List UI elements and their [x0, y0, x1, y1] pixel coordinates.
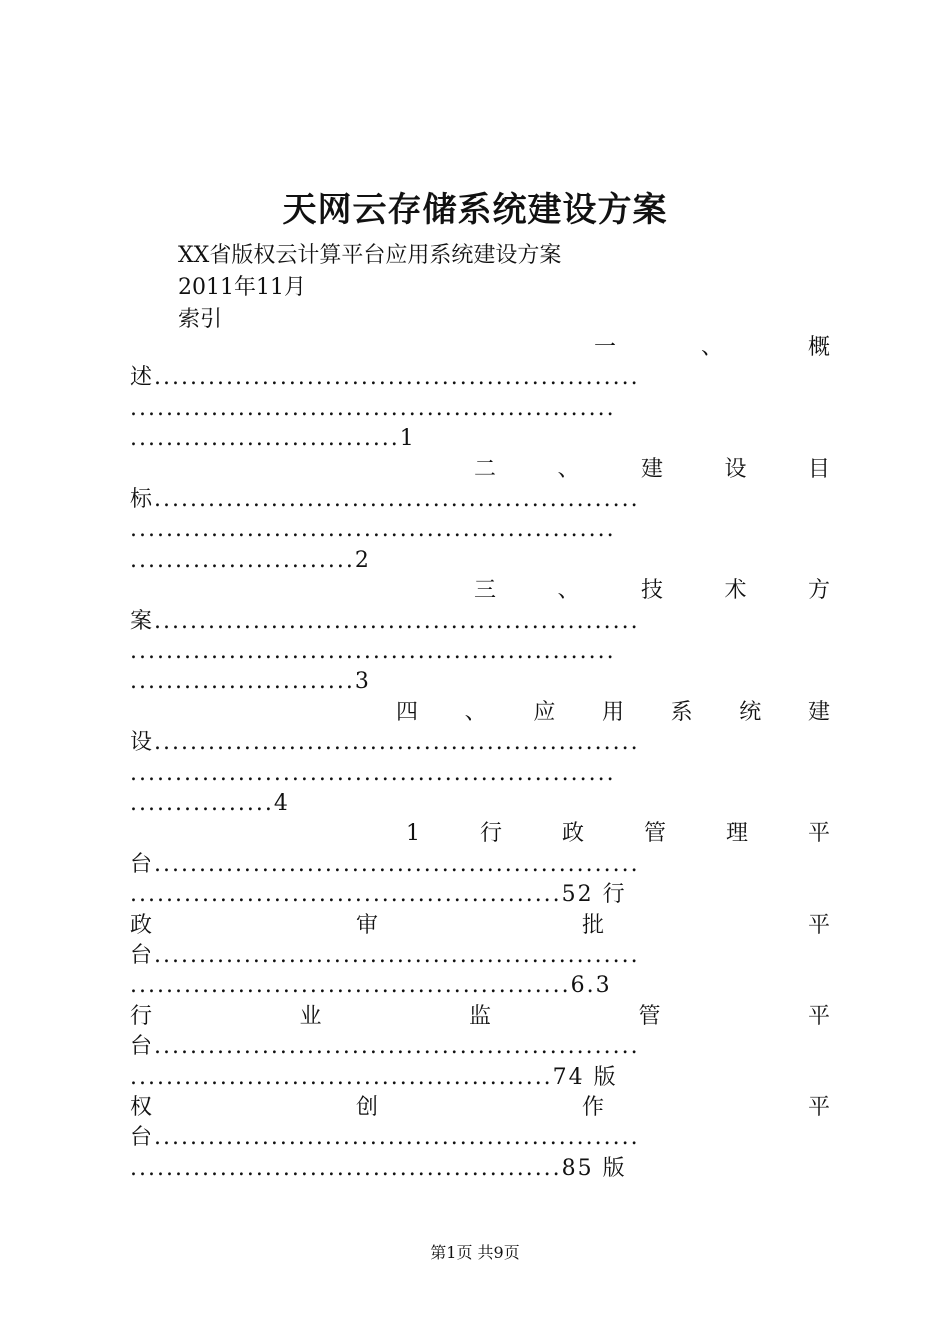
toc-token: 一: [594, 335, 617, 360]
toc-line: ......................................................: [130, 760, 616, 786]
toc-token: 平: [807, 912, 830, 938]
toc-token: 概: [807, 335, 830, 360]
toc-token: 方: [807, 578, 830, 604]
toc-token: 建: [807, 699, 830, 725]
toc-token: 平: [807, 821, 830, 847]
toc-line: 述......................................................: [130, 365, 640, 391]
toc-token: 应: [533, 699, 556, 725]
document-title: 天网云存储系统建设方案: [282, 190, 668, 230]
toc-line: [130, 1000, 830, 1034]
toc-line: [474, 453, 830, 487]
toc-token: 三: [474, 578, 497, 604]
toc-token: 建: [640, 456, 663, 482]
toc-token: 技: [640, 578, 663, 604]
toc-line: 台......................................................: [130, 1034, 640, 1060]
toc-line: 台......................................................: [130, 1125, 640, 1151]
toc-token: 创: [355, 1095, 378, 1120]
toc-token: 业: [299, 1003, 322, 1029]
toc-token: 管: [643, 821, 666, 847]
toc-token: 四: [396, 699, 419, 725]
toc-token: 、: [700, 335, 723, 360]
toc-token: 1: [406, 821, 420, 847]
toc-token: 政: [130, 912, 153, 938]
toc-token: 、: [464, 699, 487, 725]
toc-token: 二: [474, 456, 497, 482]
index-heading: 索引: [178, 307, 223, 332]
toc-line: ......................................................: [130, 395, 616, 421]
toc-token: 批: [581, 912, 604, 938]
toc-token: 权: [130, 1095, 153, 1120]
toc-line: [130, 1091, 830, 1125]
toc-token: 术: [724, 578, 747, 604]
toc-line: [396, 696, 830, 730]
toc-line: 案......................................................: [130, 608, 640, 634]
page-footer: 第1页 共9页: [430, 1243, 520, 1262]
toc-line: 台......................................................: [130, 943, 640, 968]
toc-line: .................................................6.3: [130, 973, 612, 999]
toc-token: 目: [807, 456, 830, 482]
toc-line: ..............................1: [130, 426, 416, 452]
toc-line: ......................................................: [130, 517, 616, 543]
toc-line: [474, 574, 830, 608]
toc-line: [130, 909, 830, 943]
toc-token: 审: [355, 912, 378, 938]
toc-token: 统: [739, 699, 762, 725]
toc-line: ......................................................: [130, 639, 616, 664]
toc-token: 理: [725, 821, 748, 847]
toc-token: 系: [670, 699, 693, 725]
toc-line: [594, 331, 830, 365]
toc-token: 政: [561, 821, 584, 847]
toc-token: 平: [807, 1003, 830, 1029]
toc-token: 用: [601, 699, 624, 725]
toc-line: ...............................................74 版: [130, 1064, 618, 1090]
toc-line: 设......................................................: [130, 730, 640, 756]
toc-token: 行: [479, 821, 502, 847]
toc-line: 标......................................................: [130, 487, 640, 512]
toc-line: .........................3: [130, 669, 371, 695]
toc-line: ................................................52 行: [130, 882, 627, 908]
toc-line: [406, 817, 830, 851]
toc-token: 平: [807, 1095, 830, 1120]
toc-token: 管: [638, 1003, 661, 1029]
toc-token: 、: [557, 456, 580, 482]
toc-token: 设: [724, 456, 747, 482]
toc-token: 作: [581, 1095, 604, 1120]
document-date: 2011年11月: [178, 275, 306, 300]
toc-token: 、: [557, 578, 580, 604]
document-subtitle: XX省版权云计算平台应用系统建设方案: [178, 243, 562, 268]
toc-token: 行: [130, 1003, 153, 1029]
toc-line: .........................2: [130, 547, 371, 573]
toc-line: 台......................................................: [130, 851, 640, 877]
toc-line: ................4: [130, 791, 290, 816]
toc-line: ................................................85 版: [130, 1155, 627, 1181]
toc-token: 监: [468, 1003, 491, 1029]
